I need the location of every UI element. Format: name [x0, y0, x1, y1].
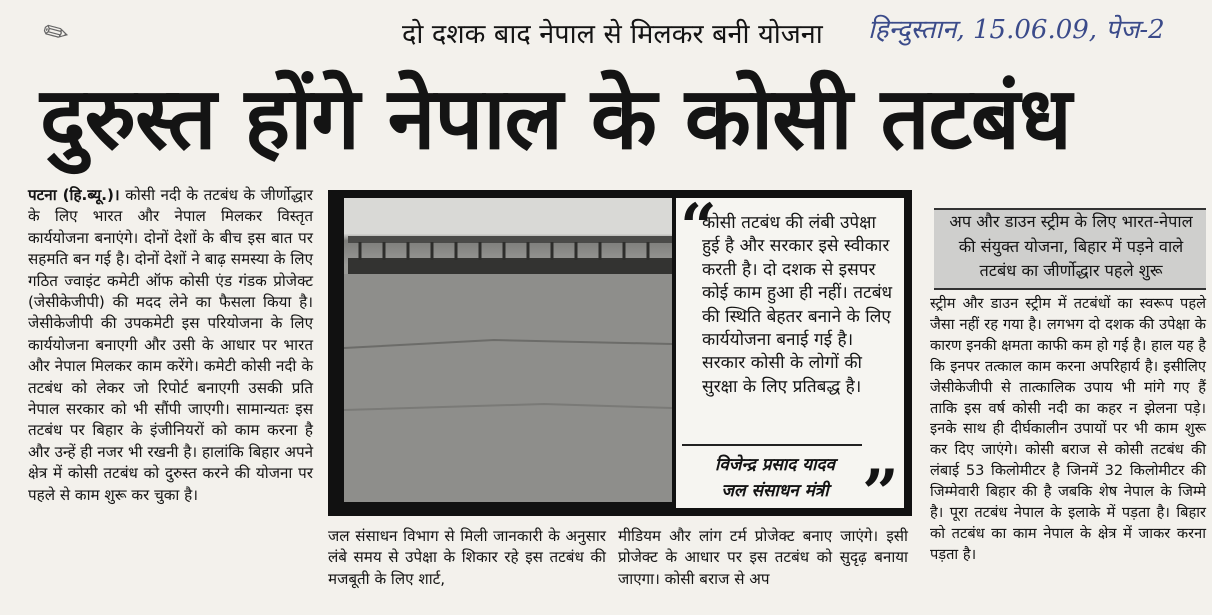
- opening-quote-icon: “: [680, 190, 717, 265]
- quote-divider: [682, 444, 862, 446]
- kicker-headline: दो दशक बाद नेपाल से मिलकर बनी योजना: [402, 19, 823, 50]
- river-photo-graphic: [344, 198, 672, 502]
- closing-quote-icon: ”: [862, 456, 899, 531]
- quote-speaker-name: विजेन्द्र प्रसाद यादव: [715, 455, 835, 475]
- highlight-text: अप और डाउन स्ट्रीम के लिए भारत-नेपाल की संयुक्त योजना, बिहार में पड़ने वाले तटबंध का जीर्णोद्धार पहले शुरू: [949, 212, 1193, 280]
- article-column-1: [28, 185, 313, 506]
- quote-speaker-title: जल संसाधन मंत्री: [721, 481, 829, 501]
- handwritten-source-note: हिन्दुस्तान, 15.06.09, पेज-2: [868, 15, 1165, 45]
- paperclip-icon: ✎: [36, 12, 77, 55]
- pull-quote-byline: [680, 452, 870, 504]
- article-column-2: जल संसाधन विभाग से मिली जानकारी के अनुसार लंबे समय से उपेक्षा के शिकार रहे इस तटबंध की मजबूती के लिए शार्ट,: [328, 527, 606, 588]
- article-column-4: स्ट्रीम और डाउन स्ट्रीम में तटबंधों का स्वरूप पहले जैसा नहीं रह गया है। लगभग दो दशक की उपेक्षा के कारण इनकी क्षमता काफी कम हो गई है। हाल यह है कि इनपर तत्काल काम करना अपरिहार्य है। इसीलिए जेसीकेजीपी से तात्कालिक उपाय भी मांगे गए हैं ताकि इस वर्ष कोसी नदी का कहर न झेलना पड़े। इनके साथ ही दीर्घकालीन उपायों पर भी काम शुरू कर दिए जाएंगे। कोसी बराज से कोसी तटबंध की लंबाई 53 किलोमीटर है जिनमें 32 किलोमीटर की जिम्मेवारी बिहार की है जबकि शेष नेपाल के जिम्मे है। पूरा तटबंध नेपाल के इलाके में पड़ता है। बिहार को तटबंध का काम नेपाल के क्षेत्र में जाकर करना पड़ता है।: [930, 295, 1206, 563]
- pull-quote-text: कोसी तटबंध की लंबी उपेक्षा हुई है और सरकार इसे स्वीकार करती है। दो दशक से इसपर कोई काम हुआ ही नहीं। तटबंध की स्थिति बेहतर बनाने के लिए कार्ययोजना बनाई गई है। सरकार कोसी के लोगों की सुरक्षा के लिए प्रतिबद्ध है।: [702, 213, 893, 397]
- page-title: दुरुस्त होंगे नेपाल के कोसी तटबंध: [40, 69, 1071, 169]
- dateline: पटना (हि.ब्यू.)।: [28, 186, 120, 204]
- article-column-3: मीडियम और लांग टर्म प्रोजेक्ट बनाए जाएंगे। इसी प्रोजेक्ट के आधार पर इस तटबंध को सुदृढ़ बनाया जाएगा। कोसी बराज से अप: [618, 527, 908, 588]
- river-embankment-photo: [344, 198, 672, 502]
- article-column-1-text: कोसी नदी के तटबंध के जीर्णोद्धार के लिए भारत और नेपाल मिलकर विस्तृत कार्ययोजना बनाएंगे। दोनों देशों के बीच इस बात पर सहमति बन गई है। दोनों देशों ने बाढ़ समस्या के लिए गठित ज्वाइंट कमेटी ऑफ कोसी एंड गंडक प्रोजेक्ट (जेसीकेजीपी) की मदद लेने का फैसला किया है। जेसीकेजीपी की उपकमेटी इस परियोजना के लिए कार्ययोजना बनाएगी और उसी के आधार पर भारत और नेपाल मिलकर काम करेंगे। कमेटी कोसी नदी के तटबंध को लेकर जो रिपोर्ट बनाएगी उसकी प्रति नेपाल सरकार को भी सौंपी जाएगी। सामान्यतः इस तटबंध पर बिहार के इंजीनियरों को काम करना है और उन्हें ही नजर भी रखनी है। हालांकि बिहार अपने क्षेत्र में कोसी तटबंध को दुरुस्त करने की योजना पर पहले से काम शुरू कर चुका है।: [28, 186, 313, 504]
